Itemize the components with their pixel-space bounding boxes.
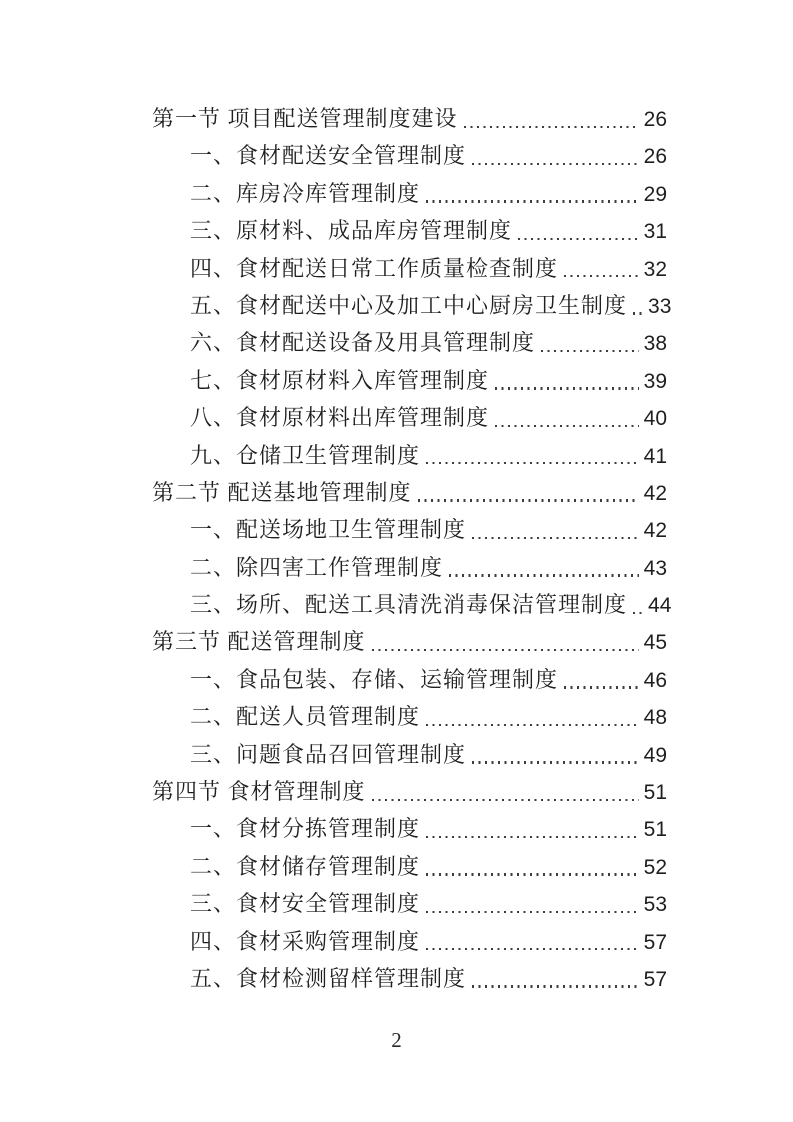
toc-entry[interactable] [152,549,667,586]
toc-dot-leader [418,499,639,501]
toc-dot-leader [426,836,639,838]
toc-entry-label[interactable]: 第三节 配送管理制度 [152,629,366,655]
toc-entry[interactable] [152,661,667,698]
toc-entry-label[interactable]: 四、食材配送日常工作质量检查制度 [190,255,559,281]
toc-entry-label[interactable]: 第一节 项目配送管理制度建设 [152,106,458,131]
toc-entry-page-number[interactable]: 52 [643,855,667,879]
toc-dot-leader [633,612,643,614]
toc-entry-page-number[interactable]: 31 [643,220,667,244]
toc-entry-label[interactable]: 三、问题食品召回管理制度 [190,741,467,767]
toc-entry-label[interactable]: 一、食材分拣管理制度 [190,816,421,842]
toc-entry-label[interactable]: 五、食材配送中心及加工中心厨房卫生制度 [190,292,628,318]
toc-entry[interactable] [152,586,672,623]
toc-entry-label[interactable]: 第二节 配送基地管理制度 [152,479,412,505]
toc-dot-leader [472,537,639,539]
toc-entry-label[interactable]: 第四节 食材管理制度 [152,779,366,805]
toc-entry-label[interactable]: 二、除四害工作管理制度 [190,554,444,580]
toc-entry[interactable] [152,848,667,885]
toc-entry-page-number[interactable]: 26 [643,145,667,169]
toc-entry-label[interactable]: 三、场所、配送工具清洗消毒保洁管理制度 [190,592,628,618]
toc-entry-page-number[interactable]: 40 [643,407,667,431]
toc-entry-page-number[interactable]: 42 [643,481,667,505]
toc-entry-page-number[interactable]: 32 [643,257,667,281]
toc-entry[interactable] [152,511,667,548]
toc-dot-leader [495,425,639,427]
toc-entry-page-number[interactable]: 39 [643,369,667,393]
toc-entry-label[interactable]: 一、配送场地卫生管理制度 [190,517,467,543]
toc-entry-page-number[interactable]: 45 [643,631,667,655]
toc-dot-leader [426,948,639,950]
toc-entry-page-number[interactable]: 44 [648,594,672,618]
toc-dot-leader [426,462,639,464]
toc-entry-label[interactable]: 三、食材安全管理制度 [190,891,421,917]
toc-dot-leader [633,312,643,314]
toc-dot-leader [426,724,639,726]
toc-dot-leader [518,238,639,240]
toc-entry-label[interactable]: 一、食品包装、存储、运输管理制度 [190,666,559,692]
toc-entry-label[interactable]: 一、食材配送安全管理制度 [190,143,467,169]
toc-entry-page-number[interactable]: 51 [643,781,667,805]
toc-dot-leader [372,649,639,651]
toc-entry[interactable] [152,698,667,735]
toc-entry[interactable] [152,773,667,810]
toc-entry-page-number[interactable]: 51 [643,818,667,842]
toc-entry-page-number[interactable]: 46 [643,668,667,692]
toc-entry-page-number[interactable]: 43 [643,556,667,580]
toc-entry[interactable] [152,810,667,847]
toc-entry[interactable] [152,474,667,511]
toc-dot-leader [495,387,639,389]
toc-entry-page-number[interactable]: 49 [643,743,667,767]
toc-entry-page-number[interactable]: 53 [643,893,667,917]
table-of-contents [152,100,672,997]
toc-dot-leader [426,200,639,202]
toc-entry[interactable] [152,960,667,997]
toc-dot-leader [426,911,639,913]
toc-entry-label[interactable]: 二、库房冷库管理制度 [190,180,421,206]
toc-entry[interactable] [152,923,667,960]
toc-entry-label[interactable]: 二、配送人员管理制度 [190,704,421,730]
toc-entry-page-number[interactable]: 57 [643,967,667,991]
toc-entry-label[interactable]: 六、食材配送设备及用具管理制度 [190,330,536,356]
toc-dot-leader [472,761,639,763]
toc-entry[interactable] [152,324,667,361]
toc-dot-leader [472,163,639,165]
toc-entry[interactable] [152,287,672,324]
toc-entry-page-number[interactable]: 38 [643,332,667,356]
toc-entry-label[interactable]: 七、食材原材料入库管理制度 [190,367,490,393]
toc-dot-leader [464,126,639,128]
toc-dot-leader [564,275,639,277]
toc-entry[interactable] [152,137,667,174]
toc-entry[interactable] [152,212,667,249]
toc-dot-leader [426,873,639,875]
toc-dot-leader [449,574,639,576]
toc-entry-page-number[interactable]: 42 [643,519,667,543]
toc-entry[interactable] [152,362,667,399]
toc-entry[interactable] [152,623,667,660]
toc-entry[interactable] [152,885,667,922]
toc-entry[interactable] [152,100,667,137]
toc-entry-label[interactable]: 四、食材采购管理制度 [190,928,421,954]
toc-entry[interactable] [152,250,667,287]
toc-entry[interactable] [152,175,667,212]
toc-dot-leader [372,799,639,801]
page-number: 2 [391,1028,402,1052]
toc-entry-label[interactable]: 二、食材储存管理制度 [190,853,421,879]
toc-entry-label[interactable]: 三、原材料、成品库房管理制度 [190,218,513,244]
toc-entry-label[interactable]: 八、食材原材料出库管理制度 [190,405,490,431]
toc-entry[interactable] [152,437,667,474]
toc-dot-leader [472,985,639,987]
toc-entry-label[interactable]: 九、仓储卫生管理制度 [190,442,421,468]
toc-entry-page-number[interactable]: 26 [643,108,667,131]
toc-entry-page-number[interactable]: 33 [648,294,672,318]
toc-entry-page-number[interactable]: 41 [643,444,667,468]
toc-entry-page-number[interactable]: 29 [643,182,667,206]
toc-dot-leader [564,686,639,688]
toc-entry[interactable] [152,399,667,436]
toc-entry-page-number[interactable]: 57 [643,930,667,954]
toc-dot-leader [541,350,639,352]
toc-entry-page-number[interactable]: 48 [643,706,667,730]
page-footer [0,1028,793,1053]
toc-entry-label[interactable]: 五、食材检测留样管理制度 [190,965,467,991]
toc-entry[interactable] [152,736,667,773]
